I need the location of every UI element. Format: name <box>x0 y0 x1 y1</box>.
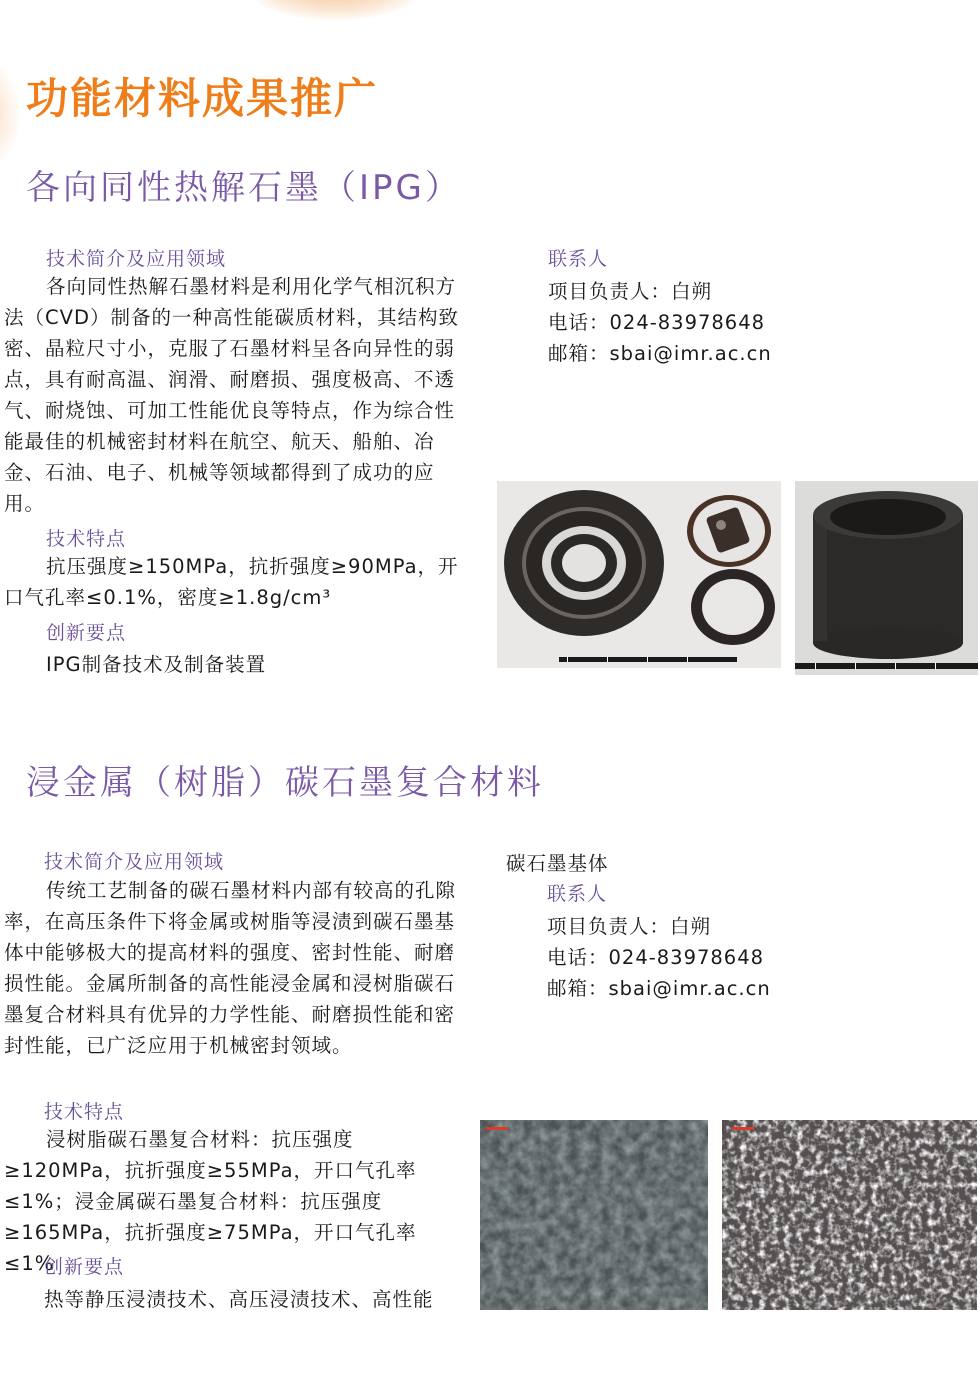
contact-phone: 电话：024-83978648 <box>548 311 766 334</box>
intro-heading-2: 技术简介及应用领域 <box>44 851 225 873</box>
features-heading-2: 技术特点 <box>44 1101 125 1123</box>
contact-heading-2: 联系人 <box>547 883 608 905</box>
side-label: 碳石墨基体 <box>506 852 609 875</box>
page-title: 功能材料成果推广 <box>26 74 379 123</box>
ipg-rings-photo <box>497 481 781 668</box>
contact-heading: 联系人 <box>548 248 609 270</box>
contact-phone-2: 电话：024-83978648 <box>547 946 765 969</box>
intro-heading: 技术简介及应用领域 <box>46 248 227 270</box>
contact-leader-2: 项目负责人：白朔 <box>547 915 712 938</box>
decorative-glow-top <box>250 0 420 20</box>
contact-email-2: 邮箱：sbai@imr.ac.cn <box>547 977 771 1000</box>
micrograph-metal-photo <box>722 1120 977 1310</box>
intro-paragraph-2: 传统工艺制备的碳石墨材料内部有较高的孔隙率，在高压条件下将金属或树脂等浸渍到碳石墨基体中能够极大的提高材料的强度、密封性能、耐磨损性能。金属所制备的高性能浸金属和浸树脂碳石墨复合材料具有优异的力学性能、耐磨损性能和密封性能，已广泛应用于机械密封领域。 <box>4 879 457 1057</box>
section-title-ipg: 各向同性热解石墨（IPG） <box>26 168 462 208</box>
innovation-text: IPG制备技术及制备装置 <box>46 653 267 676</box>
innovation-text-2: 热等静压浸渍技术、高压浸渍技术、高性能 <box>44 1288 434 1311</box>
intro-paragraph: 各向同性热解石墨材料是利用化学气相沉积方法（CVD）制备的一种高性能碳质材料，其结构致密、晶粒尺寸小，克服了石墨材料呈各向异性的弱点，具有耐高温、润滑、耐磨损、强度极高、不透气、耐烧蚀、可加工性能优良等特点，作为综合性能最佳的机械密封材料在航空、航天、船舶、冶金、石油、电子、机械等领域都得到了成功的应用。 <box>4 275 459 515</box>
innovation-heading-2: 创新要点 <box>44 1256 125 1278</box>
ipg-cylinder-photo <box>795 481 978 675</box>
section-title-composite: 浸金属（树脂）碳石墨复合材料 <box>26 763 544 803</box>
innovation-heading: 创新要点 <box>46 622 127 644</box>
features-paragraph: 抗压强度≥150MPa，抗折强度≥90MPa，开口气孔率≤0.1%，密度≥1.8g/cm³ <box>4 555 459 609</box>
contact-leader: 项目负责人：白朔 <box>548 280 713 303</box>
features-heading: 技术特点 <box>46 528 127 550</box>
contact-email: 邮箱：sbai@imr.ac.cn <box>548 342 772 365</box>
micrograph-resin-photo <box>480 1120 708 1310</box>
decorative-glow-left <box>0 60 20 170</box>
features-paragraph-2: 浸树脂碳石墨复合材料：抗压强度≥120MPa，抗折强度≥55MPa，开口气孔率≤1%；浸金属碳石墨复合材料：抗压强度≥165MPa，抗折强度≥75MPa，开口气孔率≤1% <box>4 1128 417 1275</box>
